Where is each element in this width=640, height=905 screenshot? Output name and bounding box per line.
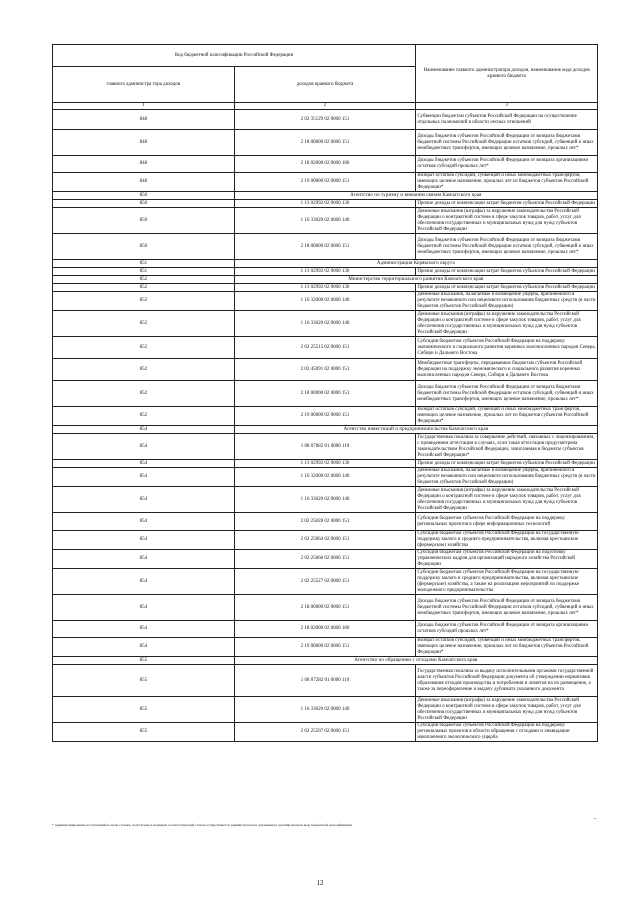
column-number-2: 2 (234, 103, 416, 110)
column-number-1: 1 (53, 103, 235, 110)
table-row (53, 337, 598, 359)
table-row (53, 156, 598, 173)
revenue-name-cell: Прочие доходы от компенсации затрат бюджетов субъектов Российской Федерации (416, 200, 598, 208)
admin-code-cell: 854 (53, 550, 235, 569)
revenue-code-cell: 2 02 25527 02 0000 151 (234, 569, 416, 595)
revenue-name-cell: Субсидии бюджетам субъектов Российской Федерации на государственную поддержку малого и среднего предпринимательства, включая крестьянские (фермерские) хозяйства, а также на реализацию мероприятий по поддержке молодежного предпринимательства (416, 569, 598, 595)
revenue-name-cell: Государственная пошлина за совершение действий, связанных с лицензированием, с проведением аттестации в случаях, если такая аттестация предусмотрена законодательством Российской Федерации, зачисляемая в бюджеты субъектов Российской Федерации* (416, 434, 598, 460)
table-row (53, 311, 598, 337)
admin-code-cell: 852 (53, 381, 235, 407)
footnote: * Администрирование поступлений по всем статьям, подстатьям и подвидам соответствующей статьи осуществляется администратором, указанным в группировочном коде бюджетной классификации (52, 823, 352, 827)
revenue-code-cell: 2 02 25507 02 0000 151 (234, 723, 416, 742)
revenue-code-cell: 1 13 02992 02 0000 130 (234, 200, 416, 208)
revenue-code-cell: 1 08 07082 01 0000 110 (234, 434, 416, 460)
column-number-row (53, 103, 598, 110)
header-admin-column: главного администра тора доходов (53, 67, 235, 103)
revenue-name-cell: Доходы бюджетов субъектов Российской Федерации от возврата бюджетами бюджетной системы Российской Федерации остатков субсидий, субвенций и иных межбюджетных трансфертов, имеющих целевое назначение, прошлых лет* (416, 381, 598, 407)
table-row (53, 697, 598, 723)
admin-code-cell: 852 (53, 276, 235, 284)
table-row (53, 200, 598, 208)
revenue-code-cell: 2 02 25066 02 0000 151 (234, 550, 416, 569)
admin-code-cell: 855 (53, 723, 235, 742)
revenue-name-cell: Доходы бюджетов субъектов Российской Федерации от возврата организациями остатков субсидий прошлых лет* (416, 156, 598, 173)
revenue-name-cell: Прочие доходы от компенсации затрат бюджетов субъектов Российской Федерации (416, 460, 598, 468)
group-header-row (53, 426, 598, 434)
header-name-column: Наименование главного администратора доходов, наименование кода доходов краевого бюджета (416, 45, 598, 103)
column-number-3: 3 (416, 103, 598, 110)
revenue-name-cell: Субвенции бюджетам субъектов Российской Федерации на осуществление отдельных полномочий в области лесных отношений (416, 110, 598, 130)
admin-code-cell: 852 (53, 359, 235, 381)
admin-code-cell: 848 (53, 173, 235, 192)
revenue-code-cell: 2 02 25028 02 0000 151 (234, 513, 416, 531)
admin-code-cell: 850 (53, 192, 235, 200)
revenue-name-cell: Денежные взыскания (штрафы) за нарушение законодательства Российской Федерации о контрактной системе в сфере закупок товаров, работ, услуг для обеспечения государственных и муниципальных нужд для нужд субъектов Российской Федерации (416, 311, 598, 337)
admin-code-cell: 851 (53, 268, 235, 276)
administrator-name-cell: Агентство инвестиций и предпринимательства Камчатского края (234, 426, 597, 434)
revenue-code-cell: 1 16 33020 02 0000 140 (234, 487, 416, 513)
revenue-name-cell: Возврат остатков субсидий, субвенций и иных межбюджетных трансфертов, имеющих целевое назначение, прошлых лет из бюджетов субъектов Российской Федерации* (416, 173, 598, 192)
administrator-name-cell: Агентство по туризму и внешним связям Камчатского края (234, 192, 597, 200)
table-row (53, 487, 598, 513)
revenue-code-cell: 2 18 02000 02 0000 180 (234, 621, 416, 638)
group-header-row (53, 192, 598, 200)
admin-code-cell: 850 (53, 234, 235, 260)
admin-code-cell: 852 (53, 337, 235, 359)
revenue-code-cell: 2 19 00000 02 0000 151 (234, 407, 416, 426)
table-row (53, 460, 598, 468)
revenue-code-cell: 1 16 32000 02 0000 140 (234, 292, 416, 311)
revenue-name-cell: Субсидии бюджетам субъектов Российской Федерации на государственную поддержку малого и среднего предпринимательства, включая крестьянские (фермерские) хозяйства (416, 531, 598, 550)
table-row (53, 665, 598, 697)
admin-code-cell: 850 (53, 200, 235, 208)
table-row (53, 468, 598, 487)
table-row (53, 292, 598, 311)
revenue-code-cell: 2 02 35129 02 0000 151 (234, 110, 416, 130)
header-group-title: Код бюджетной классификации Российской Федерации (53, 45, 416, 67)
revenue-name-cell: Денежные взыскания, налагаемые в возмещение ущерба, причиненного в результате незаконного или нецелевого использования бюджетных средств (в части бюджетов субъектов Российской Федерации) (417, 292, 596, 309)
admin-code-cell: 854 (53, 468, 235, 487)
admin-code-cell: 852 (53, 292, 235, 311)
revenue-code-cell: 1 13 02992 02 0000 130 (234, 460, 416, 468)
admin-code-cell: 855 (53, 697, 235, 723)
admin-code-cell: 854 (53, 426, 235, 434)
revenue-code-cell: 1 16 32000 02 0000 140 (234, 468, 416, 487)
table-row (53, 550, 598, 569)
edge-mark: - (594, 816, 596, 822)
table-row (53, 173, 598, 192)
table-row (53, 268, 598, 276)
revenue-code-cell: 1 08 07282 01 0000 110 (234, 665, 416, 697)
administrator-name-cell: Министерство территориального развития Камчатского края (234, 276, 597, 284)
revenue-code-cell: 1 16 33020 02 0000 140 (234, 208, 416, 234)
header-code-column: доходов краевого бюджета (234, 67, 416, 103)
revenue-code-cell: 1 16 33020 02 0000 140 (234, 697, 416, 723)
table-body (53, 110, 598, 742)
page-number: 12 (316, 879, 324, 887)
group-header-row (53, 260, 598, 268)
table-row (53, 407, 598, 426)
revenue-name-cell: Возврат остатков субсидий, субвенций и иных межбюджетных трансфертов, имеющих целевое назначение, прошлых лет из бюджетов субъектов Российской Федерации* (416, 407, 598, 426)
table-row (53, 723, 598, 742)
revenue-name-cell: Денежные взыскания (штрафы) за нарушение законодательства Российской Федерации о контрактной системе в сфере закупок товаров, работ, услуг для обеспечения государственных и муниципальных нужд для нужд субъектов Российской Федерации (416, 208, 598, 234)
revenue-code-cell: 1 13 02992 02 0000 130 (234, 284, 416, 292)
group-header-row (53, 657, 598, 665)
revenue-code-cell: 2 19 00000 02 0000 151 (234, 173, 416, 192)
revenue-name-cell: Прочие доходы от компенсации затрат бюджетов субъектов Российской Федерации (416, 284, 598, 292)
revenue-name-cell: Денежные взыскания (штрафы) за нарушение законодательства Российской Федерации о контрактной системе в сфере закупок товаров, работ, услуг для обеспечения государственных и муниципальных нужд для нужд субъектов Российской Федерации (416, 697, 598, 723)
table-row (53, 381, 598, 407)
admin-code-cell: 855 (53, 657, 235, 665)
admin-code-cell: 850 (53, 208, 235, 234)
admin-code-cell: 854 (53, 638, 235, 657)
admin-code-cell: 848 (53, 156, 235, 173)
revenue-name-cell: Межбюджетные трансферты, передаваемые бюджетам субъектов Российской Федерации на поддержку экономического и социального развития коренных малочисленных народов Севера, Сибири и Дальнего Востока (416, 359, 598, 381)
revenue-code-cell: 2 02 45091 02 0000 151 (234, 359, 416, 381)
revenue-code-cell: 2 19 00000 02 0000 151 (234, 638, 416, 657)
revenue-code-cell: 2 18 00000 02 0000 151 (234, 234, 416, 260)
admin-code-cell: 852 (53, 284, 235, 292)
table-row (53, 513, 598, 531)
revenue-name-cell: Денежные взыскания (штрафы) за нарушение законодательства Российской Федерации о контрактной системе в сфере закупок товаров, работ, услуг для обеспечения государственных и муниципальных нужд для нужд субъектов Российской Федерации (416, 487, 598, 513)
revenue-name-cell: Возврат остатков субсидий, субвенций и иных межбюджетных трансфертов, имеющих целевое назначение, прошлых лет из бюджетов субъектов Российской Федерации* (416, 638, 598, 657)
revenue-code-cell: 2 18 00000 02 0000 151 (234, 595, 416, 621)
revenue-name-cell: Субсидии бюджетам субъектов Российской Федерации на поддержку экономического и социального развития коренных малочисленных народов Севера, Сибири и Дальнего Востока (416, 337, 598, 359)
table-row (53, 208, 598, 234)
revenue-name-cell: Субсидии бюджетам субъектов Российской Федерации на поддержку региональных проектов в сфере информационных технологий (416, 513, 598, 531)
admin-code-cell: 854 (53, 531, 235, 550)
table-row (53, 638, 598, 657)
admin-code-cell: 848 (53, 110, 235, 130)
admin-code-cell: 848 (53, 130, 235, 156)
revenue-code-cell: 2 18 00000 02 0000 151 (234, 381, 416, 407)
revenue-name-cell: Государственная пошлина за выдачу исполнительными органами государственной власти субъектов Российской Федерации документа об утверждении нормативов образования отходов производства и потребления и лимитов на их размещение, а также за переоформление и выдачу дубликата указанного документа (416, 665, 598, 697)
revenue-code-cell: 2 18 02000 02 0000 180 (234, 156, 416, 173)
table-row (53, 110, 598, 130)
administrator-name-cell: Агентство по обращению с отходами Камчатского края (234, 657, 597, 665)
revenue-name-cell: Доходы бюджетов субъектов Российской Федерации от возврата бюджетами бюджетной системы Российской Федерации остатков субсидий, субвенций и иных межбюджетных трансфертов, имеющих целевое назначение, прошлых лет* (416, 130, 598, 156)
group-header-row (53, 276, 598, 284)
table-row (53, 130, 598, 156)
revenue-name-cell: Субсидии бюджетам субъектов Российской Федерации на подготовку управленческих кадров для организаций народного хозяйства Российской Федерации (416, 550, 598, 569)
revenue-code-cell: 1 16 33020 02 0000 140 (234, 311, 416, 337)
revenue-code-cell: 1 13 02992 02 0000 130 (234, 268, 416, 276)
table-row (53, 434, 598, 460)
admin-code-cell: 854 (53, 569, 235, 595)
table-row (53, 569, 598, 595)
admin-code-cell: 854 (53, 621, 235, 638)
admin-code-cell: 852 (53, 311, 235, 337)
revenue-name-cell: Доходы бюджетов субъектов Российской Федерации от возврата бюджетами бюджетной системы Российской Федерации остатков субсидий, субвенций и иных межбюджетных трансфертов, имеющих целевое назначение, прошлых лет* (416, 234, 598, 260)
revenue-code-cell: 2 18 00000 02 0000 151 (234, 130, 416, 156)
admin-code-cell: 854 (53, 513, 235, 531)
table-row (53, 234, 598, 260)
table-row (53, 359, 598, 381)
table-row (53, 531, 598, 550)
revenue-name-cell: Доходы бюджетов субъектов Российской Федерации от возврата организациями остатков субсидий прошлых лет* (416, 621, 598, 638)
administrator-name-cell: Администрация Корякского округа (234, 260, 597, 268)
admin-code-cell: 854 (53, 460, 235, 468)
revenue-name-cell: Доходы бюджетов субъектов Российской Федерации от возврата бюджетами бюджетной системы Российской Федерации остатков субсидий, субвенций и иных межбюджетных трансфертов, имеющих целевое назначение, прошлых лет* (416, 595, 598, 621)
revenue-name-cell: Денежные взыскания, налагаемые в возмещение ущерба, причиненного в результате незаконного или нецелевого использования бюджетных средств (в части бюджетов субъектов Российской Федерации) (417, 468, 596, 485)
revenue-code-cell: 2 02 25515 02 0000 151 (234, 337, 416, 359)
admin-code-cell: 854 (53, 487, 235, 513)
table-row (53, 595, 598, 621)
admin-code-cell: 854 (53, 434, 235, 460)
table-header-row (53, 45, 598, 67)
admin-code-cell: 855 (53, 665, 235, 697)
revenue-name-cell: Субсидии бюджетам субъектов Российской Федерации на поддержку региональных проектов в области обращения с отходами и ликвидации накопленного экологического ущерба (416, 723, 598, 742)
table-row (53, 621, 598, 638)
revenue-name-cell: Прочие доходы от компенсации затрат бюджетов субъектов Российской Федерации (416, 268, 598, 276)
table-row (53, 284, 598, 292)
budget-classification-table (52, 44, 598, 742)
admin-code-cell: 854 (53, 595, 235, 621)
revenue-code-cell: 2 02 25064 02 0000 151 (234, 531, 416, 550)
admin-code-cell: 851 (53, 260, 235, 268)
admin-code-cell: 852 (53, 407, 235, 426)
